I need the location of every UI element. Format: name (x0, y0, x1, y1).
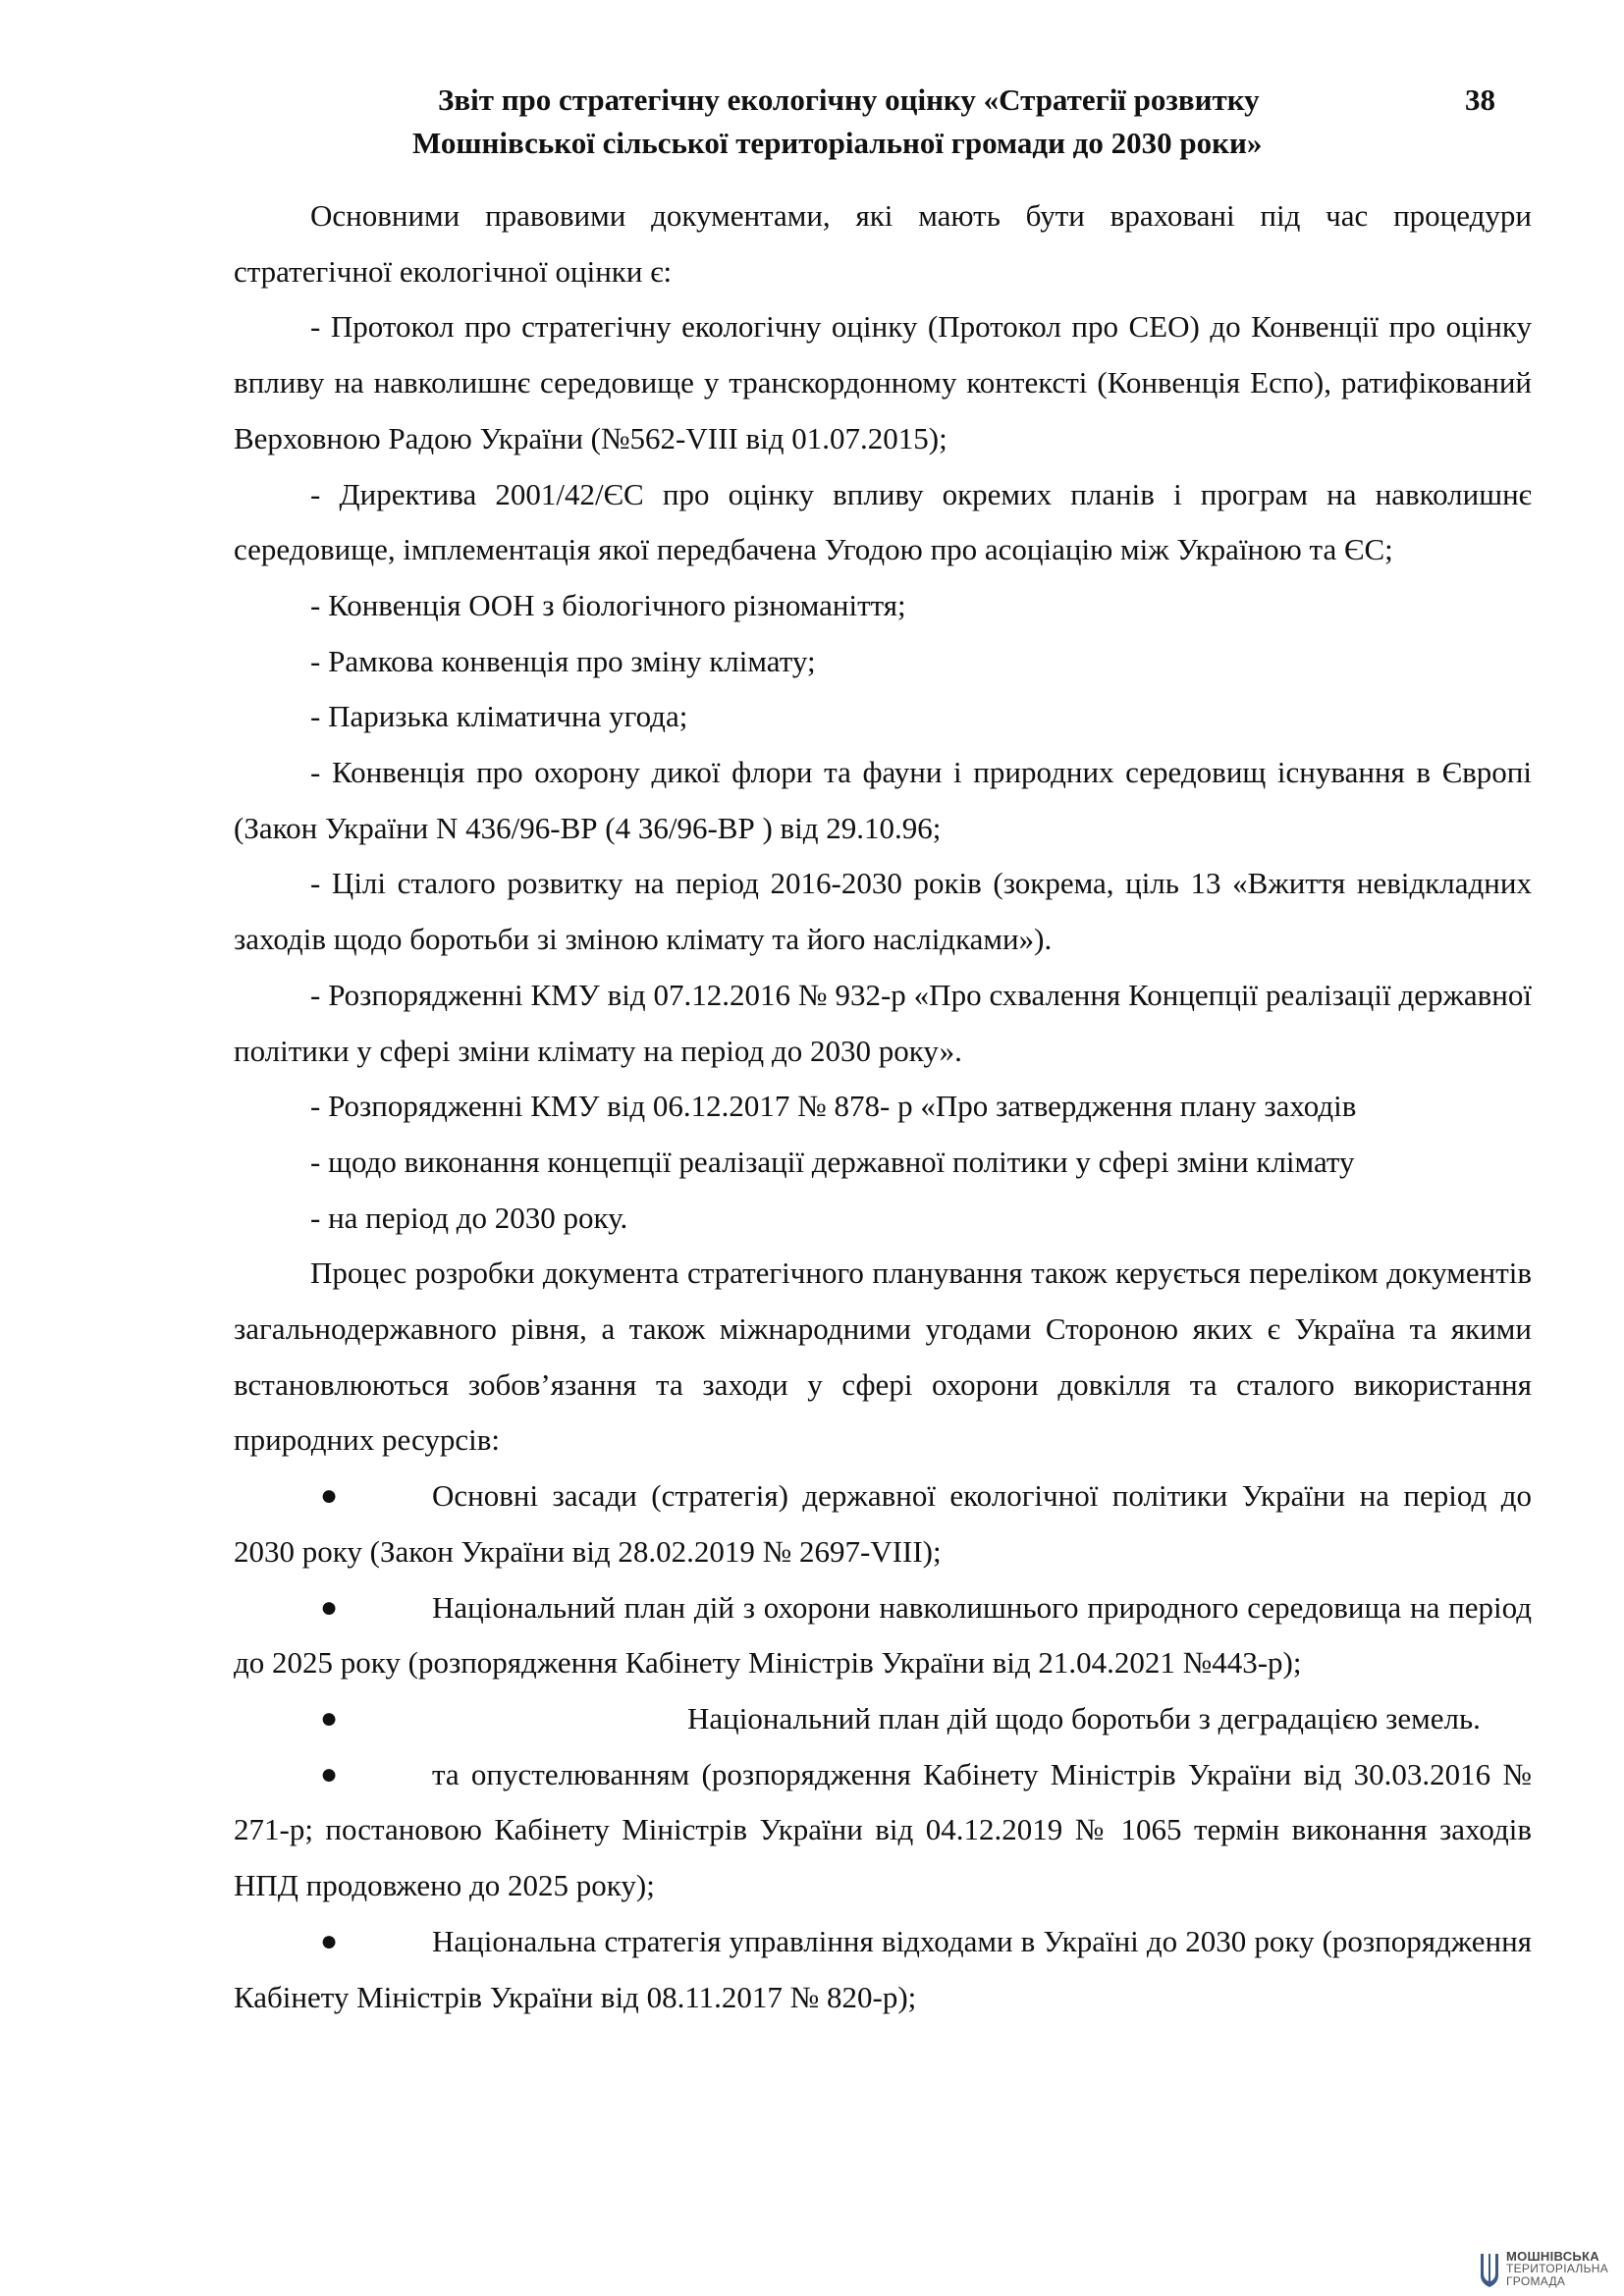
paragraph: - Протокол про стратегічну екологічну оцінку (Протокол про СЕО) до Конвенції про оцінку впливу на навколишнє середовище у транскордонному контексті (Конвенція Еспо), ратифікований Верховною Радою України (№562-VIII від 01.07.2015); (234, 309, 1532, 455)
bullet-text: Основні засади (стратегія) державної екологічної політики України на період до 2030 року (Закон України від 28.02.2019 № 2697-VIII); (234, 1478, 1532, 1569)
bullet-item (234, 1468, 1532, 1579)
bullet-item (234, 1914, 1532, 2025)
bullet-text: Національний план дій щодо боротьби з деградацією земель. (687, 1700, 1481, 1735)
bullet-dot-icon: ● (320, 1479, 339, 1513)
paragraph: - Конвенція ООН з біологічного різноманіття; (310, 587, 906, 622)
logo-text (1506, 2250, 1608, 2288)
paragraph: - Рамкова конвенція про зміну клімату; (310, 643, 816, 678)
trident-shape (1481, 2254, 1498, 2287)
bullet-text: Національний план дій з охорони навколишнього природного середовища на період до 2025 року (розпорядження Кабінету Міністрів України від 21.04.2021 №443-р); (234, 1589, 1532, 1681)
bullet-item (234, 1747, 1532, 1914)
paragraph: - Конвенція про охорону дикої флори та фауни і природних середовищ існування в Європі (Закон України N 436/96-ВР (4 36/96-ВР ) від 29.10.96; (234, 755, 1532, 845)
paragraph: Основними правовими документами, які мають бути враховані під час процедури стратегічної екологічної оцінки є: (234, 198, 1532, 289)
paragraph: - щодо виконання концепції реалізації державної політики у сфері зміни клімату (310, 1144, 1355, 1179)
community-logo (1479, 2248, 1616, 2293)
document-body (234, 188, 1532, 2025)
logo-line3: ГРОМАДА (1506, 2274, 1566, 2288)
trident-emblem-icon (1479, 2250, 1500, 2289)
bullet-text: Національна стратегія управління відходами в Україні до 2030 року (розпорядження Кабінету Міністрів України від 08.11.2017 № 820-р); (234, 1923, 1532, 2014)
bullet-dot-icon: ● (320, 1924, 339, 1957)
header-title-line2: Мошнівської сільської територіальної громади до 2030 роки» (412, 126, 1263, 160)
header-title-line1: Звіт про стратегічну екологічну оцінку «Стратегії розвитку (438, 82, 1260, 117)
bullet-text: та опустелюванням (розпорядження Кабінету Міністрів України від 30.03.2016 № 271-р; постановою Кабінету Міністрів України від 04.12.2019 № 1065 термін виконання заходів НПД продовжено до 2025 року); (234, 1756, 1532, 1903)
logo-line1: МОШНІВСЬКА (1506, 2249, 1599, 2264)
paragraph: - Цілі сталого розвитку на період 2016-2030 років (зокрема, ціль 13 «Вжиття невідкладних заходів щодо боротьби зі зміною клімату та його наслідками»). (234, 866, 1532, 957)
paragraph: - на період до 2030 року. (310, 1200, 628, 1235)
paragraph: Процес розробки документа стратегічного планування також керується переліком документів загальнодержавного рівня, а також міжнародними угодами Стороною яких є Україна та якими встановлюються зобов’язання та заходи у сфері охорони довкілля та сталого використання природних ресурсів: (234, 1255, 1532, 1458)
paragraph: - Директива 2001/42/ЄС про оцінку впливу окремих планів і програм на навколишнє середовище, імплементація якої передбачена Угодою про асоціацію між Україною та ЄС; (234, 476, 1532, 567)
logo-line2: ТЕРИТОРІАЛЬНА (1506, 2262, 1609, 2275)
bullet-item (234, 1580, 1532, 1691)
paragraph: - Розпорядженні КМУ від 06.12.2017 № 878- р «Про затвердження плану заходів (310, 1089, 1357, 1124)
paragraph: - Паризька кліматична угода; (310, 699, 688, 734)
bullet-dot-icon: ● (320, 1701, 339, 1735)
page-number: 38 (1465, 82, 1495, 117)
bullet-dot-icon: ● (320, 1590, 339, 1624)
bullet-item (234, 1691, 1532, 1747)
paragraph: - Розпорядженні КМУ від 07.12.2016 № 932-р «Про схвалення Концепції реалізації державної політики у сфері зміни клімату на період до 2030 року». (234, 977, 1532, 1068)
bullet-dot-icon: ● (320, 1757, 339, 1790)
